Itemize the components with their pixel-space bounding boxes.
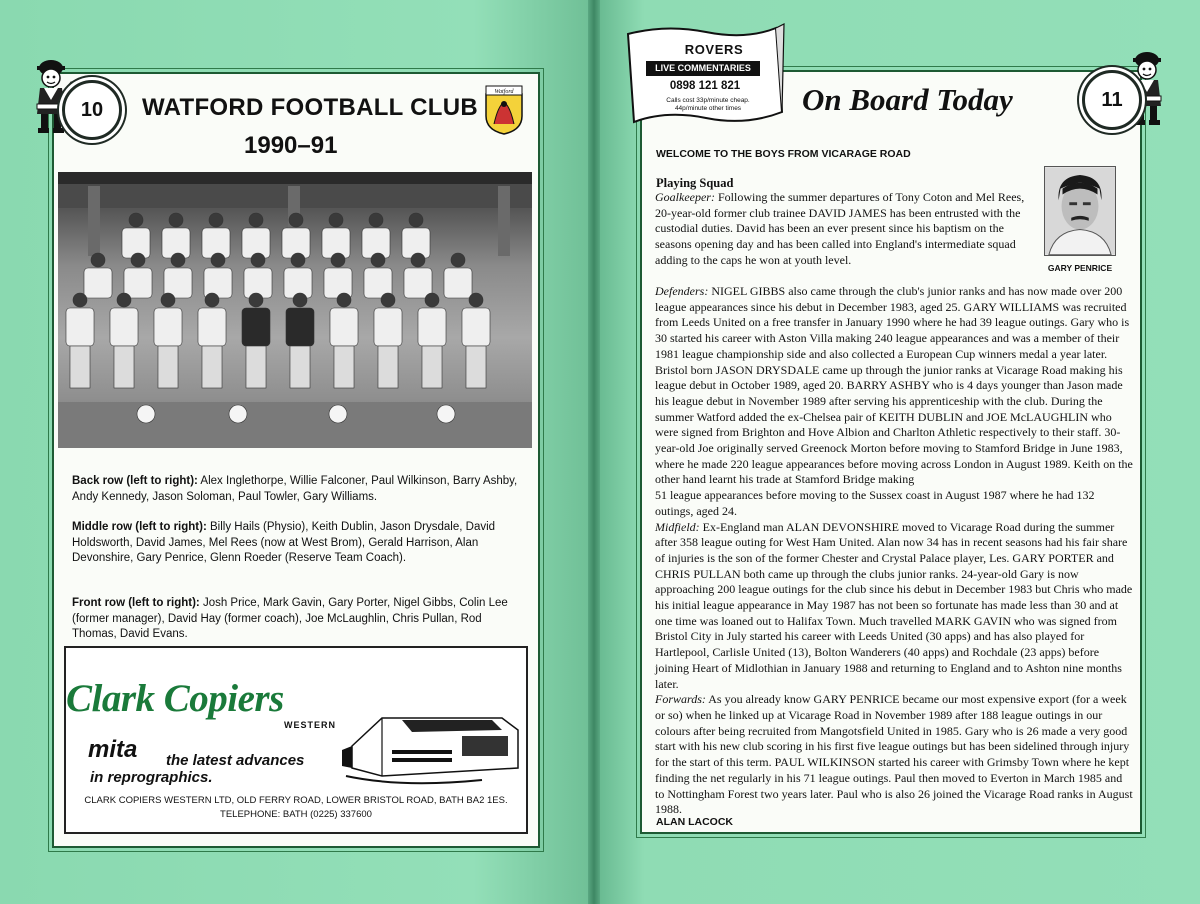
football <box>329 405 347 423</box>
player-body <box>154 308 182 346</box>
ad-brand: Clark Copiers <box>66 677 284 720</box>
crest-label: Watford <box>494 89 514 95</box>
player-body <box>242 308 270 346</box>
gary-penrice-portrait <box>1044 166 1116 256</box>
goalkeeper-label: Goalkeeper: <box>655 190 715 204</box>
welcome-heading: WELCOME TO THE BOYS FROM VICARAGE ROAD <box>656 148 911 160</box>
rovers-call-cost-1: Calls cost 33p/minute cheap. <box>666 97 750 104</box>
player-legs <box>158 346 178 388</box>
player-head <box>289 213 303 227</box>
player-head <box>411 253 425 267</box>
football <box>437 405 455 423</box>
squad-heading: Playing Squad <box>656 176 734 190</box>
caption-front-label: Front row (left to right): <box>72 597 200 609</box>
player-head <box>329 213 343 227</box>
player-body <box>444 268 472 298</box>
player-head <box>451 253 465 267</box>
caption-middle-text: Billy Hails (Physio), Keith Dublin, Jason Drysdale, David Holdsworth, David James, Mel Rees (now at West Brom), Gerald Harrison, Alan Devonshire, Gary Penrice, Glenn Roeder (Reserve Team Coach). <box>72 521 496 564</box>
player-head <box>129 213 143 227</box>
player-body <box>418 308 446 346</box>
rovers-title: ROVERS <box>684 42 744 57</box>
forwards-paragraph <box>655 692 1133 818</box>
rovers-bar: LIVE COMMENTARIES <box>646 61 760 76</box>
caption-back-row <box>72 474 522 505</box>
player-body <box>324 268 352 298</box>
player-legs <box>466 346 486 388</box>
rovers-call-cost-2: 44p/minute other times <box>674 105 742 112</box>
player-head <box>251 253 265 267</box>
player-body <box>374 308 402 346</box>
portrait-caption: GARY PENRICE <box>1047 263 1113 273</box>
player-legs <box>114 346 134 388</box>
ad-address-line-2: TELEPHONE: BATH (0225) 337600 <box>220 809 372 820</box>
club-title: WATFORD FOOTBALL CLUB <box>142 94 479 121</box>
football <box>137 405 155 423</box>
ad-tagline <box>90 752 350 786</box>
player-head <box>369 213 383 227</box>
player-head <box>131 253 145 267</box>
ad-tagline-2: in reprographics. <box>90 769 213 786</box>
photocopier-icon <box>342 706 522 788</box>
rovers-call-cost <box>650 97 766 113</box>
rovers-commentary-flag <box>626 22 786 132</box>
midfield-paragraph <box>655 520 1133 693</box>
player-body <box>66 308 94 346</box>
player-head <box>205 293 219 307</box>
player-head <box>293 293 307 307</box>
goalkeeper-paragraph <box>655 190 1033 269</box>
ad-brand-sub: WESTERN <box>284 720 336 730</box>
forwards-label: Forwards: <box>655 692 706 707</box>
caption-back-label: Back row (left to right): <box>72 475 198 487</box>
player-head <box>337 293 351 307</box>
player-legs <box>378 346 398 388</box>
player-legs <box>202 346 222 388</box>
player-body <box>124 268 152 298</box>
caption-back-text: Alex Inglethorpe, Willie Falconer, Paul Wilkinson, Barry Ashby, Andy Kennedy, Jason Soloman, Paul Towler, Gary Williams. <box>72 475 518 503</box>
player-head <box>371 253 385 267</box>
player-head <box>291 253 305 267</box>
player-body <box>84 268 112 298</box>
defenders-text: NIGEL GIBBS also came through the club's junior ranks and has now made over 200 league appearances since his debut in December 1983, aged 25. GARY WILLIAMS was recruited from Leeds United on a free transfer in January 1990 where he had 39 league outings. Gary who is 30 started his career with Aston Villa making 240 league appearances and was a member of their 1981 league championship side and also collected a European Cup winners medal a year later. Bristol born JASON DRYSDALE came up through the junior ranks at Vicarage Road making his league debut in October 1989, aged 20. BARRY ASHBY who is 4 days younger than Jason made his league debut in November 1989 after serving his apprenticeship with the club. During the summer Watford added the ex-Chelsea pair of KEITH DUBLIN and JOE McLAUGHLIN who were signed from Brighton and Hove Albion and Charlton Athletic respectively to their staff. 30-year-old Joe originally served Greenock Morton before moving to Stamford Bridge in June 1983, where he made 220 league appearances before moving across London in August 1989. Keith on the other hand learnt his trade at Stamford Bridge making <box>655 284 1133 487</box>
player-body <box>286 308 314 346</box>
page-number: 11 <box>1082 70 1142 130</box>
ad-tagline-1: the latest advances <box>166 752 305 769</box>
player-head <box>73 293 87 307</box>
player-head <box>249 293 263 307</box>
page-number: 10 <box>62 80 122 140</box>
player-head <box>425 293 439 307</box>
player-legs <box>246 346 266 388</box>
player-body <box>330 308 358 346</box>
player-body <box>404 268 432 298</box>
defenders-paragraph <box>655 284 1133 488</box>
player-body <box>462 308 490 346</box>
watford-crest-icon <box>484 84 524 136</box>
football <box>229 405 247 423</box>
player-head <box>161 293 175 307</box>
player-head <box>381 293 395 307</box>
player-body <box>110 308 138 346</box>
forwards-text: As you already know GARY PENRICE became our most expensive export (for a week or so) when he linked up at Vicarage Road in November 1989 after 188 league outings in our colours after being recruited from Mangotsfield United in 1985. Gary who is 26 made a very good start with his new club scoring in his first five league outings but has been sidelined through injury for the start of this term. PAUL WILKINSON started his career with Grimsby Town where he kept finding the net regularly in his 71 league outings. Paul then moved to Everton in March 1985 and to Nottingham Forest two years later. Paul who is also 26 joined the Vicarage Road ranks in August 1988. <box>655 692 1133 817</box>
caption-middle-label: Middle row (left to right): <box>72 521 207 533</box>
player-head <box>331 253 345 267</box>
rovers-phone: 0898 121 821 <box>669 80 741 92</box>
page-gutter <box>588 0 600 904</box>
player-legs <box>334 346 354 388</box>
goalkeeper-text: Following the summer departures of Tony Coton and Mel Rees, 20-year-old former club trainee DAVID JAMES has been entrusted with the custodial duties. David has been an ever present since his baptism on the seasons opening day and has been called into England's intermediate squad adding to the caps he won at youth level. <box>655 190 1025 267</box>
player-head <box>171 253 185 267</box>
player-legs <box>422 346 442 388</box>
player-head <box>211 253 225 267</box>
player-legs <box>290 346 310 388</box>
caption-front-text: Josh Price, Mark Gavin, Gary Porter, Nigel Gibbs, Colin Lee (former manager), David Hay (former coach), Joe McLaughlin, Chris Pullan, Rod Thomas, David Evans. <box>72 597 508 640</box>
clark-copiers-advert <box>64 646 528 834</box>
midfield-label: Midfield: <box>655 519 700 534</box>
player-body <box>198 308 226 346</box>
team-photo <box>58 172 532 448</box>
caption-front-row <box>72 596 522 643</box>
ad-address <box>66 794 526 822</box>
squad-article <box>655 284 1133 818</box>
player-head <box>117 293 131 307</box>
player-head <box>409 213 423 227</box>
ad-address-line-1: CLARK COPIERS WESTERN LTD, OLD FERRY ROAD, LOWER BRISTOL ROAD, BATH BA2 1ES. <box>84 795 508 806</box>
player-legs <box>70 346 90 388</box>
player-head <box>169 213 183 227</box>
player-body <box>204 268 232 298</box>
player-head <box>469 293 483 307</box>
midfield-text: Ex-England man ALAN DEVONSHIRE moved to Vicarage Road during the summer after 358 league outing for West Ham United. Alan now 34 has in recent seasons had his fair share of injuries is the son of the former Chester and Crystal Palace player, Les. GARY PORTER and CHRIS PULLAN both came up through the clubs junior ranks. 24-year-old Gary is now approaching 200 league outings for the club since his debut in December 1983 but Chris who made his initial league appearance in May 1987 has not been so fortunate has made less than 30 and at one time was loaned out to Halifax Town. Much travelled MARK GAVIN who was signed from Bristol City in July started his career with Leeds United (30 apps) and has also played for Hartlepool, Carlisle United (13), Bolton Wanderers (40 apps) and Rochdale (23 apps) before joining Heart of Midlothian in January 1988 and returning to England and to Ashton nine months later. <box>655 519 1133 691</box>
player-head <box>91 253 105 267</box>
defenders-paragraph-2: 51 league appearances before moving to the Sussex coast in August 1987 where he had 132 outings, aged 24. <box>655 488 1095 518</box>
team-players <box>66 213 490 423</box>
page-heading: On Board Today <box>802 82 1013 117</box>
season-title: 1990–91 <box>244 132 338 159</box>
player-head <box>249 213 263 227</box>
caption-middle-row <box>72 520 522 567</box>
ad-mita-logo: mita <box>88 736 138 763</box>
article-author: ALAN LACOCK <box>656 816 733 828</box>
player-head <box>209 213 223 227</box>
defenders-label: Defenders: <box>655 284 709 298</box>
